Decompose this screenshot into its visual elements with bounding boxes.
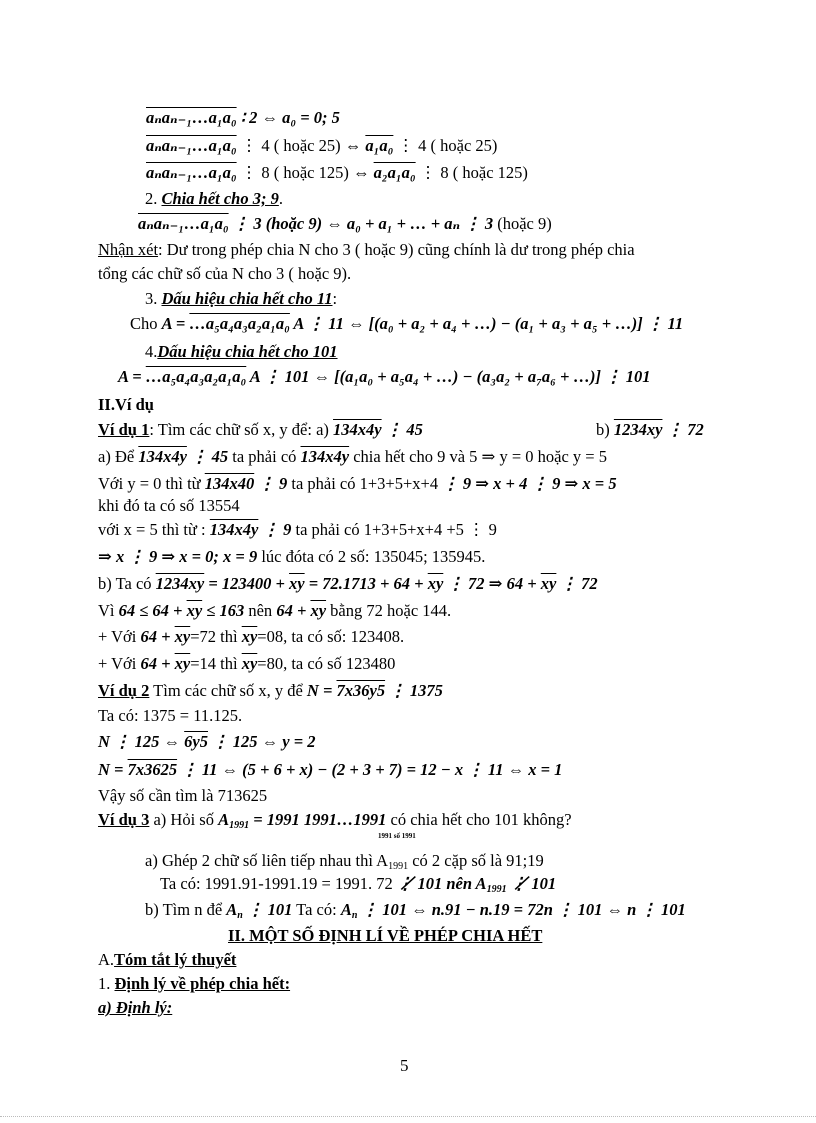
heading-div-11: 3. Dấu hiệu chia hết cho 11: <box>145 289 338 308</box>
example-1-a-line-3: khi đó ta có số 13554 <box>98 496 240 515</box>
example-2-line-3: N = 7x3625 ⋮ 11 ⇔ (5 + 6 + x) − (2 + 3 + 7) = 12 − x ⋮ 11 ⇔ x = 1 <box>98 760 563 779</box>
theorem-item-heading: 1. Định lý về phép chia hết: <box>98 974 291 993</box>
example-1-a-line-5: ⇒ x ⋮ 9 ⇒ x = 0; x = 9 lúc đóta có 2 số: 135045; 135945. <box>98 547 486 566</box>
heading-div-3-9: 2. Chia hết cho 3; 9. <box>145 189 283 208</box>
example-3-a-line-1: a) Ghép 2 chữ số liên tiếp nhau thì $A_{1991}$ có 2 cặp số là 91;19 <box>145 851 544 872</box>
page-number: 5 <box>400 1056 409 1075</box>
example-1-b-line-2: Vì $64 \le 64 + \overline{xy} \le 163$ nên $64 + \overline{xy}$ bằng 72 hoặc 144. <box>98 601 452 620</box>
summary-heading: A.Tóm tắt lý thuyết <box>98 950 237 969</box>
remark-line-1: Nhận xét: Dư trong phép chia N cho 3 ( hoặc 9) cũng chính là dư trong phép chia <box>98 240 635 259</box>
example-1-part-b: b) 1234xy ⋮ 72 <box>596 420 704 439</box>
rule-div-4-25: aₙaₙ₋₁…a₁a₀ ⋮ 4 ( hoặc 25) ⇔ a₁a₀ ⋮ 4 ( hoặc 25) <box>146 136 498 155</box>
example-2-line-4: Vậy số cần tìm là 713625 <box>98 786 268 805</box>
heading-div-101: 4.Dấu hiệu chia hết cho 101 <box>145 342 338 361</box>
rule-div-3-9: aₙaₙ₋₁…a₁a₀ ⋮ 3 (hoặc 9) ⇔ a₀ + a₁ + … + aₙ ⋮ 3 (hoặc 9) <box>138 214 552 233</box>
brace-note: 1991 số 1991 <box>378 832 416 840</box>
example-2-question: Ví dụ 2 Tìm các chữ số x, y để N = 7x36y5 ⋮ 1375 <box>98 681 443 700</box>
rule-div-11: Cho A = …a₅a₄a₃a₂a₁a₀ A ⋮ 11 ⇔ [(a₀ + a₂ + a₄ + …) − (a₁ + a₃ + a₅ + …)] ⋮ 11 <box>130 314 684 333</box>
example-3-a-line-2: Ta có: 1991.91-1991.19 = 1991. 72 ⋮̸ 101 nên $A_{1991}$ ⋮̸ 101 <box>160 874 557 895</box>
remark-line-2: tổng các chữ số của N cho 3 ( hoặc 9). <box>98 264 352 283</box>
example-2-line-1: Ta có: 1375 = 11.125. <box>98 706 243 725</box>
example-1-b-line-1: b) Ta có $1234xy = 123400 + \overline{xy} = 72.1713 + 64 + \overline{xy}$ ⋮ 72 ⇒ $64 + \overline{xy}$ ⋮ 72 <box>98 574 598 593</box>
examples-heading: II.Ví dụ <box>98 395 154 414</box>
section-2-title: II. MỘT SỐ ĐỊNH LÍ VỀ PHÉP CHIA HẾT <box>228 926 543 945</box>
example-1-a-line-2: Với y = 0 thì từ 134x40 ⋮ 9 ta phải có 1+3+5+x+4 ⋮ 9 ⇒ x + 4 ⋮ 9 ⇒ x = 5 <box>98 474 617 493</box>
example-3-question: Ví dụ 3 a) Hỏi số $A_{1991} = 1991$ 1991…1991 có chia hết cho 101 không? <box>98 810 572 831</box>
example-2-line-2: N ⋮ 125 ⇔ 6y5 ⋮ 125 ⇔ y = 2 <box>98 732 316 751</box>
example-3-b-line: b) Tìm n để $A_n$ ⋮ 101 Ta có: $A_n$ ⋮ 101 ⇔ n.91 − n.19 = 72n ⋮ 101 ⇔ n ⋮ 101 <box>145 900 686 921</box>
example-1-a-line-4: với x = 5 thì từ : 134x4y ⋮ 9 ta phải có 1+3+5+x+4 +5 ⋮ 9 <box>98 520 497 539</box>
example-1-b-line-3: + Với $64 + \overline{xy}=72$ thì $\overline{xy}=08$, ta có số: 123408. <box>98 627 405 646</box>
theorem-a-heading: a) Định lý: <box>98 998 173 1017</box>
example-1-question: Ví dụ 1: Tìm các chữ số x, y để: a) 134x4y ⋮ 45 <box>98 420 423 439</box>
rule-div-2-5: aₙaₙ₋₁…a₁a₀ ∶ 2 ⇔ a₀ = 0; 5 <box>146 108 340 127</box>
example-1-b-line-4: + Với $64 + \overline{xy}=14$ thì $\overline{xy}=80$, ta có số 123480 <box>98 654 396 673</box>
page-bottom-divider <box>0 1116 816 1117</box>
example-1-a-line-1: a) Để 134x4y ⋮ 45 ta phải có 134x4y chia hết cho 9 và 5 ⇒ y = 0 hoặc y = 5 <box>98 447 607 466</box>
rule-div-8-125: aₙaₙ₋₁…a₁a₀ ⋮ 8 ( hoặc 125) ⇔ a₂a₁a₀ ⋮ 8 ( hoặc 125) <box>146 163 528 182</box>
rule-div-101: A = …a₅a₄a₃a₂a₁a₀ A ⋮ 101 ⇔ [(a₁a₀ + a₅a₄ + …) − (a₃a₂ + a₇a₆ + …)] ⋮ 101 <box>118 367 651 386</box>
